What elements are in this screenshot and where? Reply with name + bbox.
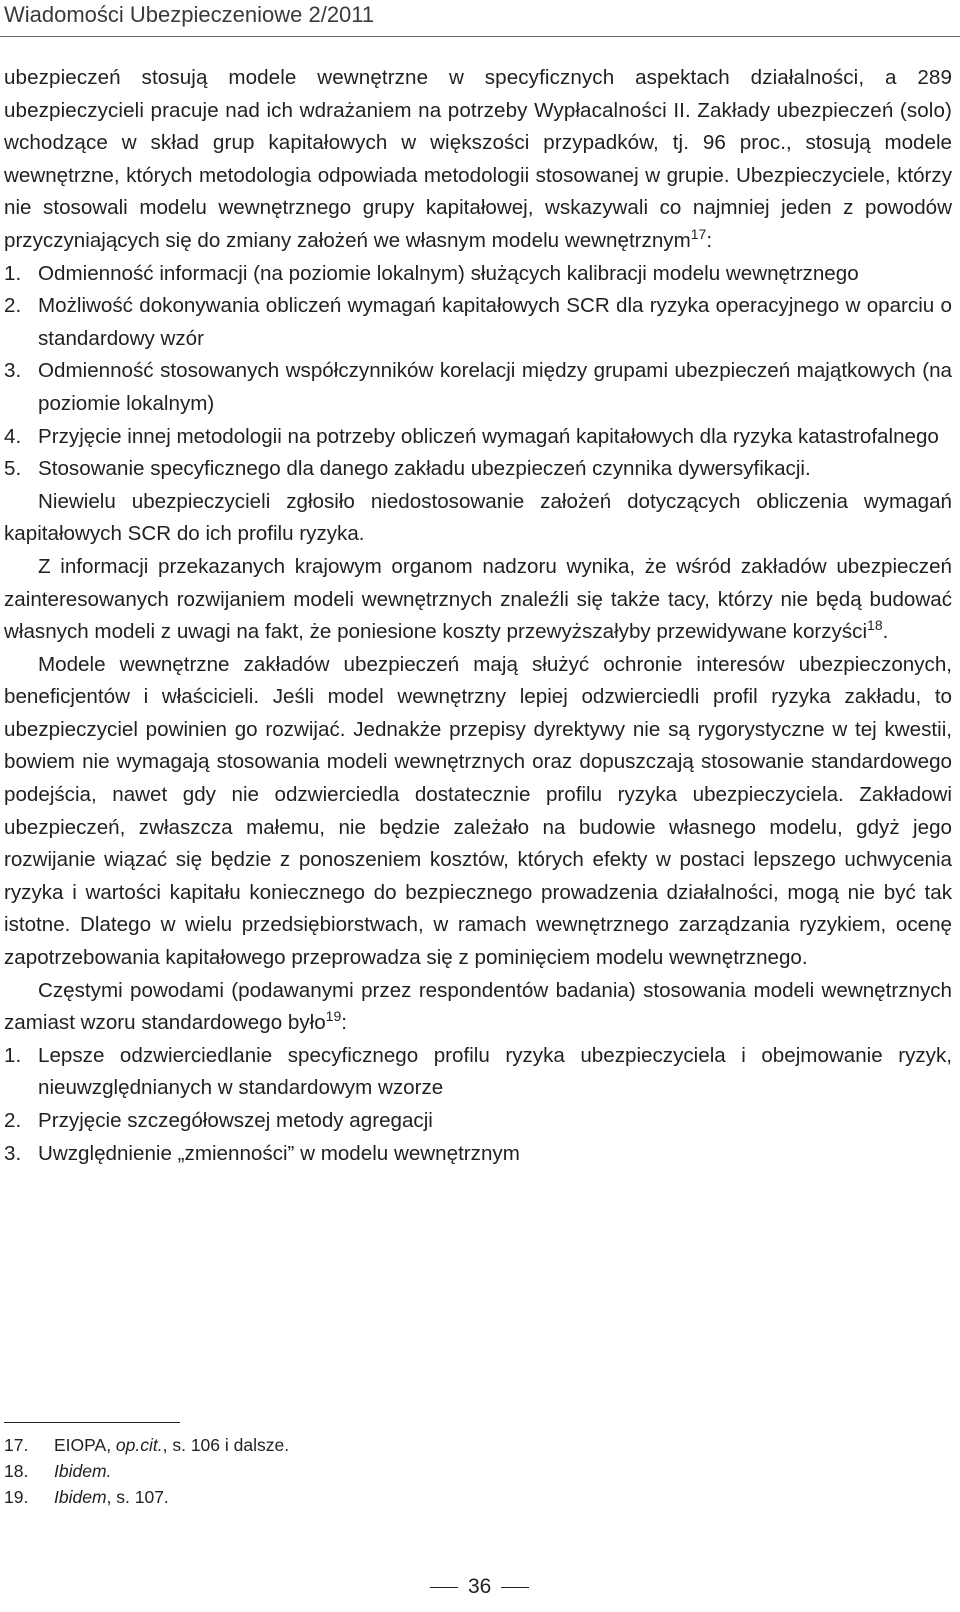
reasons-list-1 <box>4 258 952 486</box>
list-item-number: 2. <box>4 1109 22 1132</box>
footnote-divider <box>4 1422 180 1423</box>
footnote-18 <box>4 1458 704 1484</box>
reasons-list-2 <box>4 1040 952 1170</box>
list-item-text: Odmienność informacji (na poziomie lokalnym) służących kalibracji modelu wewnętrznego <box>38 261 859 285</box>
footnote-italic: Ibidem <box>54 1487 107 1507</box>
list-item-number: 4. <box>4 424 22 448</box>
list-item-text: Stosowanie specyficznego dla danego zakładu ubezpieczeń czynnika dywersyfikacji. <box>38 457 811 481</box>
footnote-19 <box>4 1484 704 1510</box>
list-item-number: 3. <box>4 1141 22 1165</box>
list-item-number: 2. <box>4 294 22 318</box>
list-item-text: Przyjęcie innej metodologii na potrzeby obliczeń wymagań kapitałowych dla ryzyka katastrofalnego <box>38 424 939 448</box>
page-number: 36 <box>468 1575 492 1598</box>
footnote-number: 18. <box>4 1461 29 1481</box>
footnote-number: 17. <box>4 1435 29 1455</box>
list-item <box>4 1105 952 1138</box>
paragraph-1-part-a: ubezpieczeń stosują modele wewnętrzne w specyficznych aspektach działalności, a 289 ubezpieczycieli pracuje nad ich wdrażaniem na potrzeby Wypłacalności II. Zakłady ubezpieczeń (solo) wchodzące w skład grup kapitałowych w większości przypadków, tj. 96 proc. <box>4 66 952 155</box>
list-item-text: Lepsze odzwierciedlanie specyficznego profilu ryzyka ubezpieczyciela i obejmowanie ryzyk, nieuwzględnianych w standardowym wzorze <box>38 1043 952 1100</box>
paragraph-3 <box>4 551 952 649</box>
list-item-text: Odmienność stosowanych współczynników korelacji między grupami ubezpieczeń majątkowych (na poziomie lokalnym) <box>38 359 952 415</box>
footnote-text <box>54 1432 289 1458</box>
paragraph-1-part-b: , stosują modele wewnętrzne, których metodologia odpowiada metodologii stosowanej w grupie. Ubezpieczyciele, którzy nie stosowali modelu wewnętrznego grupy kapitałowej, wskazywali co najmniej jeden z powodów przyczyniających się do zmiany założeń we własnym modelu wewnętrznym <box>4 131 952 252</box>
footnote-text <box>54 1484 169 1510</box>
article-body <box>4 62 952 1170</box>
paragraph-3-tail: . <box>882 620 889 644</box>
paragraph-5-text: Częstymi powodami (podawanymi przez respondentów badania) stosowania modeli wewnętrznych zamiast wzoru standardowego było <box>4 978 952 1035</box>
page-number-dash-right <box>501 1587 529 1588</box>
footnote-ref-18[interactable]: 18 <box>867 617 883 634</box>
page-number-dash-left <box>430 1587 458 1588</box>
footnote-post: , s. 106 i dalsze. <box>162 1435 290 1455</box>
header-divider <box>0 36 960 37</box>
paragraph-4: Modele wewnętrzne zakładów ubezpieczeń mają służyć ochronie interesów ubezpieczonych, beneficjentów i właścicieli. Jeśli model wewnętrzny lepiej odzwierciedli profil ryzyka zakładu, to ubezpieczyciel powinien go rozwijać. Jednakże przepisy dyrektywy nie są rygorystyczne w tej kwestii, bowiem nie wymagają stosowania modeli wewnętrznych oraz dopuszczają stosowanie standardowego podejścia, nawet gdy nie odzwierciedla dostatecznie profilu ryzyka ubezpieczyciela. Zakładowi ubezpieczeń, zwłaszcza małemu, nie będzie zależało na budowie własnego modelu, gdyż jego rozwijanie wiązać się będzie z ponoszeniem kosztów, których efekty w postaci lepszego uchwycenia ryzyka i wartości kapitału koniecznego do bezpiecznego prowadzenia działalności, mogą nie być tak istotne. Dlatego w wielu przedsiębiorstwach, w ramach wewnętrznego zarządzania ryzykiem, ocenę zapotrzebowania kapitałowego przeprowadza się z pominięciem modelu wewnętrznego. <box>4 652 952 970</box>
page-number-block <box>430 1572 529 1602</box>
list-item-text: Możliwość dokonywania obliczeń wymagań kapitałowych SCR dla ryzyka operacyjnego w oparciu o standardowy wzór <box>38 294 952 350</box>
list-item-number: 1. <box>4 1043 22 1067</box>
footnote-text <box>54 1458 111 1484</box>
paragraph-1-tail: : <box>706 228 713 252</box>
list-item <box>4 290 952 355</box>
list-item <box>4 1138 952 1171</box>
footnote-ref-19[interactable]: 19 <box>325 1008 342 1025</box>
footnote-number: 19. <box>4 1487 29 1507</box>
running-header: Wiadomości Ubezpieczeniowe 2/2011 <box>4 2 375 27</box>
list-item-text: Przyjęcie szczegółowszej metody agregacji <box>38 1109 433 1132</box>
list-item <box>4 453 952 486</box>
paragraph-3-text: Z informacji przekazanych krajowym organom nadzoru wynika, że wśród zakładów ubezpieczeń zainteresowanych rozwijaniem modeli wewnętrznych znaleźli się także tacy, którzy nie będą budować własnych modeli z uwagi na fakt, że poniesione koszty przewyższałyby przewidywane korzyści <box>4 554 952 644</box>
footnote-17 <box>4 1432 704 1458</box>
footnote-post: , s. 107. <box>106 1487 169 1507</box>
paragraph-5-tail: : <box>341 1011 347 1035</box>
footnote-italic: Ibidem. <box>54 1461 112 1481</box>
footnote-italic: op.cit. <box>115 1435 163 1455</box>
paragraph-5 <box>4 975 952 1040</box>
list-item <box>4 258 952 291</box>
paragraph-1 <box>4 62 952 258</box>
list-item <box>4 421 952 454</box>
paragraph-2: Niewielu ubezpieczycieli zgłosiło niedostosowanie założeń dotyczących obliczenia wymagań kapitałowych SCR do ich profilu ryzyka. <box>4 489 952 546</box>
list-item-number: 1. <box>4 261 22 285</box>
list-item-text: Uwzględnienie „zmienności” w modelu wewnętrznym <box>38 1141 520 1165</box>
list-item <box>4 355 952 420</box>
footnote-ref-17[interactable]: 17 <box>690 225 707 242</box>
list-item <box>4 1040 952 1105</box>
list-item-number: 3. <box>4 359 22 383</box>
list-item-number: 5. <box>4 457 22 481</box>
footnotes <box>4 1432 704 1510</box>
footnote-pre: EIOPA, <box>54 1435 116 1455</box>
